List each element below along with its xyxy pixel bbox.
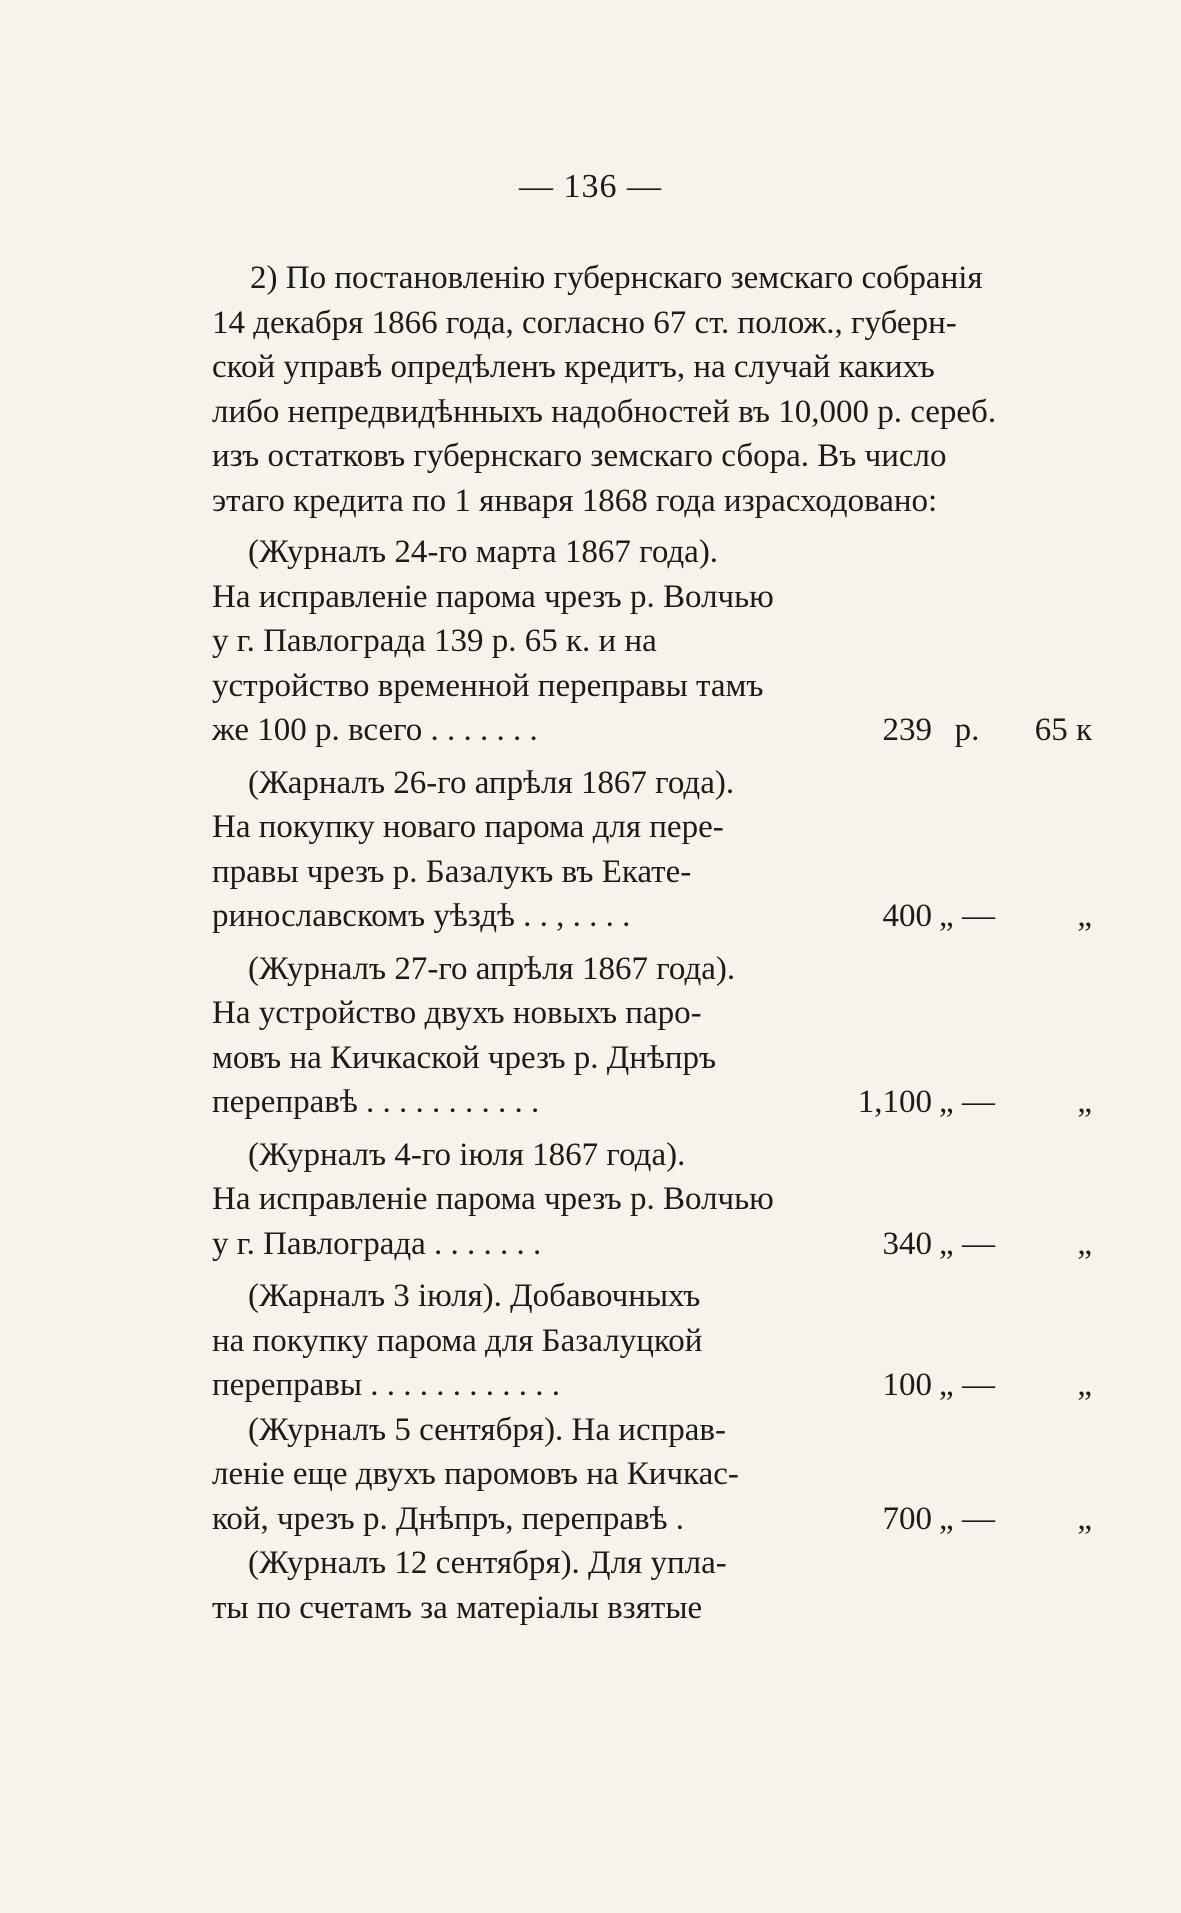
- entry-text: На покупку новаго парома для пере-: [212, 809, 724, 845]
- text-line: изъ остатковъ губернскаго земскаго сбора. Въ число: [212, 438, 947, 474]
- amount-value: 100: [882, 1367, 932, 1403]
- journal-reference: (Журналъ 5 сентября). На исправ-: [248, 1411, 726, 1448]
- entry-text: у г. Павлограда 139 р. 65 к. и на: [212, 623, 657, 659]
- amount-kopecks: „: [1077, 1500, 1092, 1537]
- entry-text: на покупку парома для Базалуцкой: [212, 1322, 703, 1359]
- entry-amount: [822, 1080, 1092, 1125]
- entry-text: правы чрезъ р. Базалукъ въ Екате-: [212, 853, 692, 890]
- amount-value: 239: [882, 712, 932, 748]
- expense-entry: [212, 761, 1092, 939]
- entry-amount: [822, 1222, 1092, 1267]
- amount-kopecks: „: [1077, 1225, 1092, 1262]
- entry-text: леніе еще двухъ паромовъ на Кичкас-: [212, 1456, 739, 1492]
- expense-entry: [212, 1133, 1092, 1267]
- text-line: этаго кредита по 1 января 1868 года израсходовано:: [212, 482, 938, 519]
- page-number: — 136 —: [519, 168, 662, 205]
- journal-reference: (Журналъ 12 сентября). Для упла-: [248, 1545, 727, 1581]
- entry-text: ринославскомъ уѣздѣ . . , . . . .: [212, 898, 631, 934]
- journal-reference: (Журналъ 27-го апрѣля 1867 года).: [248, 950, 736, 987]
- expense-entry: [212, 1274, 1092, 1408]
- journal-reference: (Жарналъ 26-го апрѣля 1867 года).: [248, 764, 735, 801]
- journal-reference: (Журналъ 4-го іюля 1867 года).: [248, 1136, 686, 1173]
- amount-rubles-mark: „ —: [939, 898, 995, 934]
- entry-text: переправы . . . . . . . . . . . .: [212, 1367, 561, 1403]
- amount-rubles-mark: „ —: [939, 1084, 995, 1120]
- entry-text: переправѣ . . . . . . . . . . .: [212, 1084, 540, 1120]
- amount-rubles-mark: „ —: [939, 1367, 995, 1403]
- amount-kopecks: 65 к: [1034, 712, 1092, 748]
- entry-amount: [822, 708, 1092, 753]
- entry-text: же 100 р. всего . . . . . . .: [212, 712, 538, 748]
- expense-entries: [212, 530, 1092, 1630]
- expense-entry: [212, 1408, 1092, 1542]
- entry-text: кой, чрезъ р. Днѣпръ, переправѣ .: [212, 1500, 685, 1537]
- amount-rubles-mark: „ —: [939, 1225, 995, 1262]
- amount-value: 1,100: [857, 1084, 932, 1120]
- amount-kopecks: „: [1077, 1367, 1092, 1403]
- entry-amount: [822, 894, 1092, 939]
- text-line: 14 декабря 1866 года, согласно 67 ст. полож., губерн-: [212, 304, 957, 341]
- entry-amount: [822, 1363, 1092, 1408]
- text-line: либо непредвидѣнныхъ надобностей въ 10,000 р. сереб.: [212, 393, 997, 430]
- amount-value: 700: [882, 1500, 932, 1537]
- entry-text: у г. Павлограда . . . . . . .: [212, 1225, 542, 1262]
- entry-amount: [822, 1497, 1092, 1542]
- journal-reference: (Жарналъ 3 іюля). Добавочныхъ: [248, 1278, 701, 1314]
- entry-text: ты по счетамъ за матеріалы взятые: [212, 1589, 703, 1626]
- entry-text: мовъ на Кичкаской чрезъ р. Днѣпръ: [212, 1039, 717, 1076]
- entry-text: устройство временной переправы тамъ: [212, 667, 764, 704]
- amount-value: 400: [882, 898, 932, 934]
- intro-paragraph: [212, 256, 1092, 523]
- text-line: ской управѣ опредѣленъ кредитъ, на случай какихъ: [212, 349, 935, 385]
- expense-entry: [212, 947, 1092, 1125]
- amount-rubles-mark: „ —: [939, 1500, 995, 1537]
- entry-text: На исправленіе парома чрезъ р. Волчью: [212, 578, 774, 615]
- journal-reference: (Журналъ 24-го марта 1867 года).: [248, 534, 719, 570]
- entry-text: На устройство двухъ новыхъ паро-: [212, 995, 702, 1031]
- expense-entry: [212, 1541, 1092, 1630]
- entry-text: На исправленіе парома чрезъ р. Волчью: [212, 1181, 774, 1217]
- amount-value: 340: [882, 1225, 932, 1262]
- amount-kopecks: „: [1077, 1084, 1092, 1120]
- text-line: 2) По постановленію губернскаго земскаго собранія: [250, 260, 983, 296]
- expense-entry: [212, 530, 1092, 753]
- amount-rubles-mark: р.: [954, 712, 980, 748]
- amount-kopecks: „: [1077, 898, 1092, 934]
